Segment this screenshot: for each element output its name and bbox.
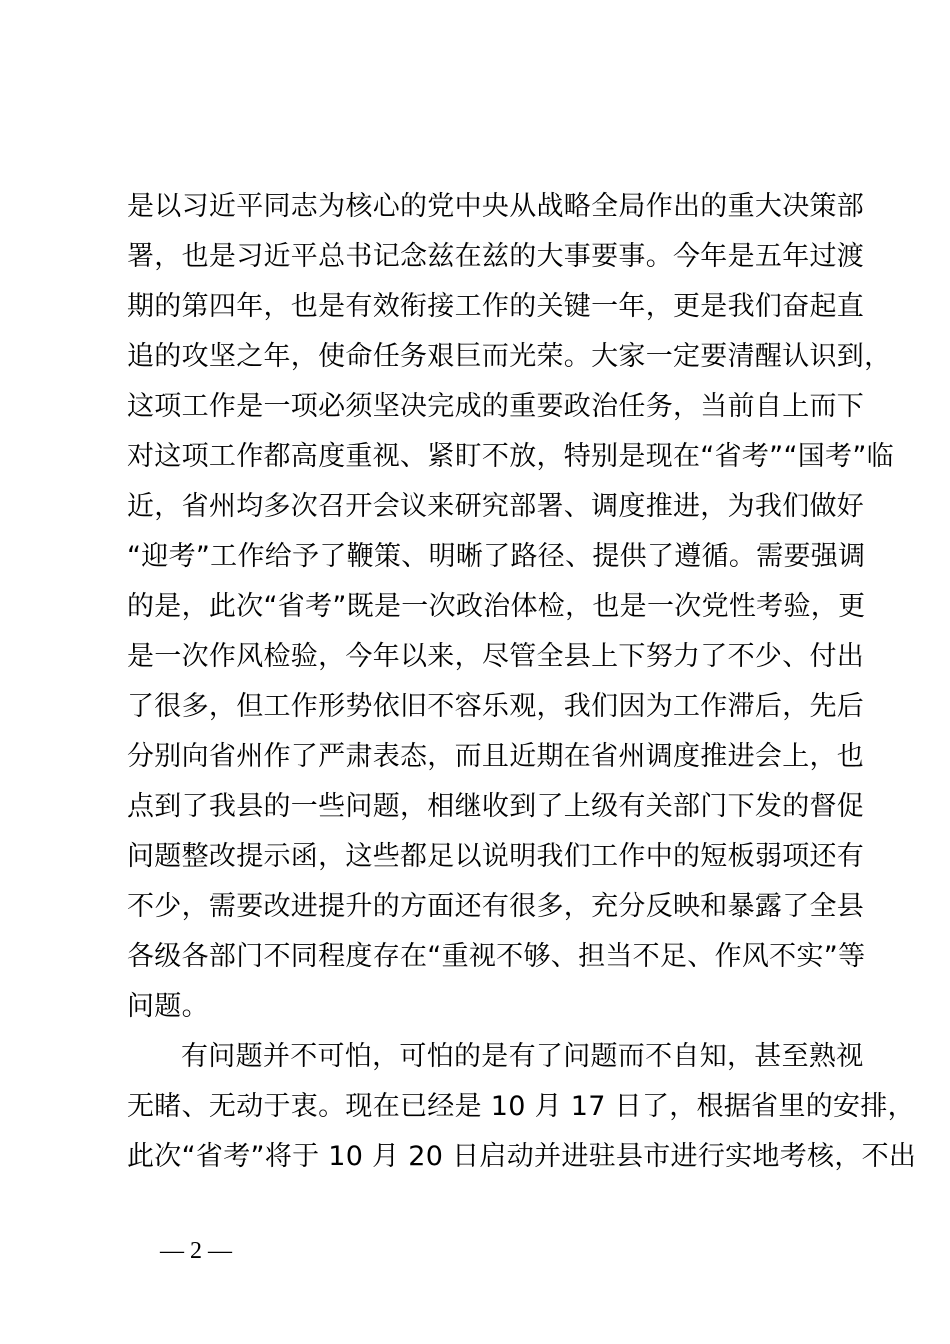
document-body (127, 182, 917, 1182)
text-line: 署，也是习近平总书记念兹在兹的大事要事。今年是五年过渡 (127, 241, 865, 272)
text-line: 的是，此次“省考”既是一次政治体检，也是一次党性考验，更 (127, 591, 866, 622)
paragraph-start-line: 有问题并不可怕，可怕的是有了问题而不自知，甚至熟视 (181, 1041, 864, 1072)
page-number: — 2 — (160, 1238, 232, 1264)
text-line: 这项工作是一项必须坚决完成的重要政治任务，当前自上而下 (127, 391, 865, 422)
text-line: 是一次作风检验，今年以来，尽管全县上下努力了不少、付出 (127, 641, 865, 672)
text-line: 问题。 (127, 991, 209, 1022)
text-line: 各级各部门不同程度存在“重视不够、担当不足、作风不实”等 (127, 941, 866, 972)
text-line: 此次“省考”将于 10 月 20 日启动并进驻县市进行实地考核，不出 (127, 1141, 917, 1172)
text-line: 不少，需要改进提升的方面还有很多，充分反映和暴露了全县 (127, 891, 865, 922)
text-line: 分别向省州作了严肃表态，而且近期在省州调度推进会上，也 (127, 741, 865, 772)
text-line: 追的攻坚之年，使命任务艰巨而光荣。大家一定要清醒认识到， (127, 341, 892, 372)
text-line: 无睹、无动于衷。现在已经是 10 月 17 日了，根据省里的安排， (127, 1091, 915, 1122)
text-line: 了很多，但工作形势依旧不容乐观，我们因为工作滞后，先后 (127, 691, 865, 722)
text-line: 近，省州均多次召开会议来研究部署、调度推进，为我们做好 (127, 491, 865, 522)
text-line: “迎考”工作给予了鞭策、明晰了路径、提供了遵循。需要强调 (127, 541, 866, 572)
text-line: 对这项工作都高度重视、紧盯不放，特别是现在“省考”“国考”临 (127, 441, 894, 472)
text-line: 是以习近平同志为核心的党中央从战略全局作出的重大决策部 (127, 191, 865, 222)
text-line: 问题整改提示函，这些都足以说明我们工作中的短板弱项还有 (127, 841, 865, 872)
text-line: 期的第四年，也是有效衔接工作的关键一年，更是我们奋起直 (127, 291, 865, 322)
text-line: 点到了我县的一些问题，相继收到了上级有关部门下发的督促 (127, 791, 865, 822)
